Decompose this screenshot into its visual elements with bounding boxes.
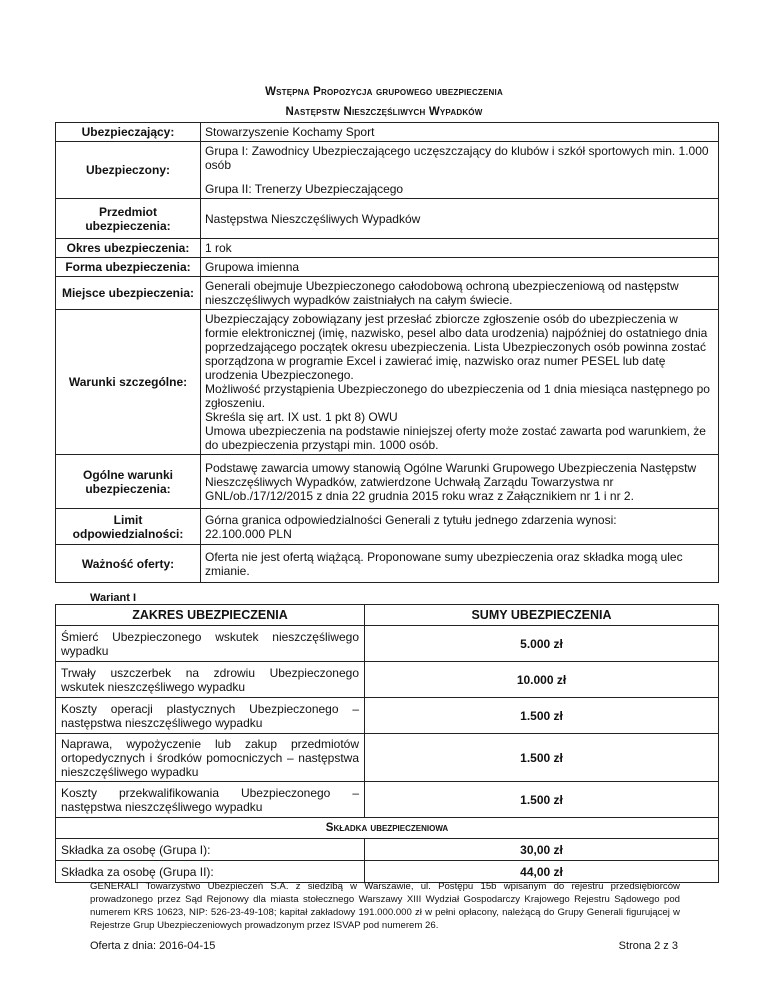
coverage-sum: 10.000 zł [365, 662, 719, 698]
premium-value: 44,00 zł [365, 861, 719, 883]
premium-label: Składka za osobę (Grupa II): [56, 861, 365, 883]
page-number: Strona 2 z 3 [618, 940, 678, 952]
table-row [56, 277, 719, 310]
special-conditions-label: Warunki szczególne: [56, 310, 201, 455]
sums-column-header: SUMY UBEZPIECZENIA [365, 605, 719, 626]
special-condition-2: Możliwość przystąpienia Ubezpieczonego do ubezpieczenia od 1 dnia miesiąca następnego po zgłoszeniu. [205, 382, 710, 410]
document-title-line2: Następstw Nieszczęśliwych Wypadków [285, 106, 483, 118]
liability-limit-amount: 22.100.000 PLN [205, 526, 292, 541]
coverage-scope: Koszty przekwalifikowania Ubezpieczonego – następstwa nieszczęśliwego wypadku [56, 782, 365, 818]
scope-column-header: ZAKRES UBEZPIECZENIA [56, 605, 365, 626]
table-row [56, 310, 719, 455]
insured-label: Ubezpieczony: [56, 142, 201, 199]
premium-header-row [56, 818, 719, 839]
special-condition-1: Ubezpieczający zobowiązany jest przesłać zbiorcze zgłoszenie osób do ubezpieczenia w formie elektronicznej (imię, nazwisko, pesel albo data urodzenia) najpóźniej do ostatniego dnia poprzedzającego początek okresu ubezpieczenia. Lista Ubezpieczonych osób powinna zostać sporządzona w programie Excel i zawierać imię, nazwisko oraz numer PESEL lub datę urodzenia Ubezpieczonego. [205, 312, 708, 382]
period-value: 1 rok [201, 239, 719, 258]
table-row [56, 839, 719, 861]
table-row [56, 545, 719, 583]
special-condition-4: Umowa ubezpieczenia na podstawie niniejszej oferty może zostać zawarta pod warunkiem, że do ubezpieczenia przystąpi min. 1000 osób. [205, 424, 706, 452]
subject-value: Następstwa Nieszczęśliwych Wypadków [201, 199, 719, 239]
table-row [56, 239, 719, 258]
company-info: GENERALI Towarzystwo Ubezpieczeń S.A. z siedzibą w Warszawie, ul. Postępu 15b wpisanym do rejestru przedsiębiorców prowadzonego przez Sąd Rejonowy dla miasta stołecznego Warszawy XIII Wydział Gospodarczy Krajowego Rejestru Sądowego pod numerem KRS 10623, NIP: 526-23-49-108; kapitał zakładowy 191.000.000 zł w pełni opłacony, należącą do Grupy Generali figurującej w Rejestrze Grup Ubezpieczeniowych prowadzonym przez ISVAP pod numerem 26. [90, 881, 680, 931]
coverage-header-row [56, 605, 719, 626]
insured-group2: Grupa II: Trenerzy Ubezpieczającego [205, 182, 404, 196]
form-value: Grupowa imienna [201, 258, 719, 277]
table-row [56, 258, 719, 277]
insured-group1: Grupa I: Zawodnicy Ubezpieczającego uczęszczający do klubów i szkół sportowych min. 1.000 osób [205, 144, 709, 172]
premium-label: Składka za osobę (Grupa I): [56, 839, 365, 861]
general-terms-value: Podstawę zawarcia umowy stanowią Ogólne Warunki Grupowego Ubezpieczenia Następstw Nieszczęśliwych Wypadków, zatwierdzone Uchwałą Zarządu Towarzystwa nr GNL/ob./17/12/2015 z dnia 22 grudnia 2015 roku wraz z Załącznikiem nr 1 i nr 2. [201, 455, 719, 509]
table-row [56, 626, 719, 662]
table-row [56, 199, 719, 239]
coverage-sum: 5.000 zł [365, 626, 719, 662]
period-label: Okres ubezpieczenia: [56, 239, 201, 258]
premium-value: 30,00 zł [365, 839, 719, 861]
form-label: Forma ubezpieczenia: [56, 258, 201, 277]
insured-value [201, 142, 719, 199]
liability-limit-text: Górna granica odpowiedzialności Generali z tytułu jednego zdarzenia wynosi: [205, 512, 617, 527]
coverage-sum: 1.500 zł [365, 782, 719, 818]
table-row [56, 698, 719, 734]
table-row [56, 734, 719, 782]
insurer-label: Ubezpieczający: [56, 123, 201, 142]
insurer-value: Stowarzyszenie Kochamy Sport [201, 123, 719, 142]
subject-label: Przedmiot ubezpieczenia: [56, 199, 201, 239]
special-conditions-value [201, 310, 719, 455]
coverage-table [55, 604, 719, 883]
place-value: Generali obejmuje Ubezpieczonego całodobową ochroną ubezpieczeniową od następstw nieszczęśliwych wypadków zaistniałych na całym świecie. [201, 277, 719, 310]
offer-info-table [55, 122, 719, 583]
validity-label: Ważność oferty: [56, 545, 201, 583]
coverage-sum: 1.500 zł [365, 734, 719, 782]
table-row [56, 455, 719, 509]
special-condition-3: Skreśla się art. IX ust. 1 pkt 8) OWU [205, 410, 398, 424]
coverage-scope: Trwały uszczerbek na zdrowiu Ubezpieczonego wskutek nieszczęśliwego wypadku [56, 662, 365, 698]
coverage-scope: Koszty operacji plastycznych Ubezpieczonego – następstwa nieszczęśliwego wypadku [56, 698, 365, 734]
table-row [56, 509, 719, 545]
coverage-scope: Śmierć Ubezpieczonego wskutek nieszczęśliwego wypadku [56, 626, 365, 662]
general-terms-label: Ogólne warunki ubezpieczenia: [56, 455, 201, 509]
place-label: Miejsce ubezpieczenia: [56, 277, 201, 310]
document-title-line1: Wstępna Propozycja grupowego ubezpieczenia [265, 86, 503, 98]
variant-label: Wariant I [90, 592, 137, 604]
table-row [56, 123, 719, 142]
validity-value: Oferta nie jest ofertą wiążącą. Proponowane sumy ubezpieczenia oraz składka mogą ulec zmianie. [201, 545, 719, 583]
table-row [56, 782, 719, 818]
coverage-sum: 1.500 zł [365, 698, 719, 734]
offer-date: Oferta z dnia: 2016-04-15 [90, 940, 216, 952]
table-row [56, 662, 719, 698]
liability-limit-label: Limit odpowiedzialności: [56, 509, 201, 545]
liability-limit-value [201, 509, 719, 545]
coverage-scope: Naprawa, wypożyczenie lub zakup przedmiotów ortopedycznych i środków pomocniczych – następstwa nieszczęśliwego wypadku [56, 734, 365, 782]
premium-header: Składka ubezpieczeniowa [56, 818, 719, 839]
table-row [56, 142, 719, 199]
